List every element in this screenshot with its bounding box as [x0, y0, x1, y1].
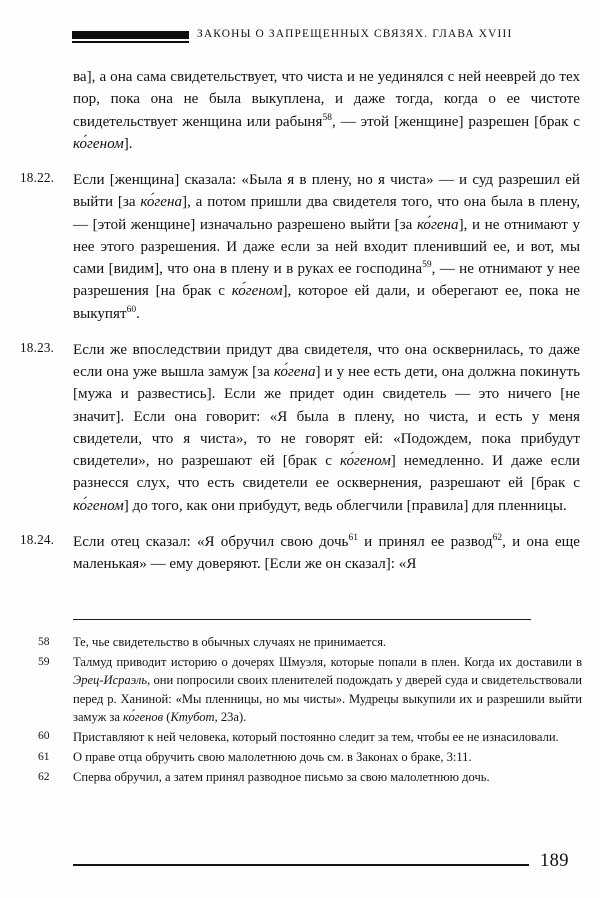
- footnote-number: 59: [38, 654, 50, 668]
- paragraph-text: ва], а она сама свидетельствует, что чиста и не уединялся с ней нееврей до тех пор, пока она не была выкуплена, и даже тогда, когда о ее чистоте свидетельствует женщина или рабыня$^{58}$, — этой [женщине] разрешен [брак с ко́геном].: [73, 69, 580, 152]
- paragraph-18-24: [20, 531, 580, 576]
- footnotes-block: [20, 633, 582, 789]
- footnote-58: [20, 633, 582, 651]
- footnote-text: Те, чье свидетельство в обычных случаях не принимается.: [73, 635, 387, 649]
- footnote-text: Талмуд приводит историю о дочерях Шмуэля, которые попали в плен. Когда их доставили в Эрец-Исраэль, они попросили своих пленителей подождать у дверей суда и свидетельствовали перед р. Ханиной: «Мы пленницы, но мы чисты». Мудрецы выкупили их и разрешили выйти замуж за ко́генов (Ктубот, 23а).: [73, 655, 582, 724]
- page-number: 189: [540, 851, 569, 871]
- footnote-separator-rule: [73, 619, 531, 620]
- paragraph-number: 18.22.: [20, 170, 55, 185]
- footnote-62: [20, 768, 582, 786]
- body-text-column: [20, 66, 580, 589]
- footnote-60: [20, 728, 582, 746]
- paragraph-continuation: [20, 66, 580, 155]
- footnote-number: 58: [38, 634, 50, 648]
- footnote-61: [20, 748, 582, 766]
- paragraph-text: Если [женщина] сказала: «Была я в плену, но я чиста» — и суд разрешил ей выйти [за ко́гена], а потом пришли два свидетеля того, что она была в плену, — [этой женщине] изначально разрешено выйти [за ко́гена], и не отнимают у нее этого разрешения. И даже если за ней входит пленивший ее, и вот, мы сами [видим], что она в плену и в руках ее господина$^{59}$, — не отнимают у нее разрешения [на брак с ко́геном], которое ей дали, и оберегают ее, пока не выкупят$^{60}$.: [73, 172, 581, 322]
- paragraph-text: Если же впоследствии придут два свидетеля, что она осквернилась, то даже если она уже вышла замуж [за ко́гена] и у нее есть дети, она должна покинуть [мужа и развестись]. Если же придет один свидетель — это ничего [не значит]. Если она говорит: «Я была в плену, но чиста, и есть у меня свидетели, что я чиста», то не говорят ей: «Подождем, пока прибудут свидетели», но разрешают ей [брак с ко́геном] немедленно. И даже если разнесся слух, что есть свидетели ее осквернения, разрешают ей [брак с ко́геном] до того, как они прибудут, ведь облегчили [правила] для пленницы.: [73, 341, 580, 514]
- paragraph-text: Если отец сказал: «Я обручил свою дочь$^{61}$ и принял ее развод$^{62}$, и она еще маленькая» — ему доверяют. [Если же он сказал]: «Я: [73, 532, 580, 572]
- paragraph-18-22: [20, 169, 580, 325]
- footnote-number: 61: [38, 749, 50, 763]
- paragraph-number: 18.23.: [20, 339, 55, 355]
- footnote-text: О праве отца обручить свою малолетнюю дочь см. в Законах о браке, 3:11.: [73, 750, 472, 765]
- footnote-59: [20, 653, 582, 726]
- footnote-text: Сперва обручил, а затем принял разводное письмо за свою малолетнюю дочь.: [73, 770, 490, 785]
- running-head-title: ЗАКОНЫ О ЗАПРЕЩЕННЫХ СВЯЗЯХ. ГЛАВА XVIII: [197, 28, 513, 40]
- folio-rule: [73, 864, 529, 866]
- footnote-text: Приставляют к ней человека, который постоянно следит за тем, чтобы ее не изнасиловали.: [73, 729, 559, 744]
- running-head: [0, 28, 600, 50]
- paragraph-18-23: [20, 339, 580, 517]
- footnote-number: 60: [38, 729, 50, 743]
- header-ornament-rule-icon: [72, 31, 189, 39]
- footnote-number: 62: [38, 769, 50, 783]
- paragraph-number: 18.24.: [20, 531, 55, 547]
